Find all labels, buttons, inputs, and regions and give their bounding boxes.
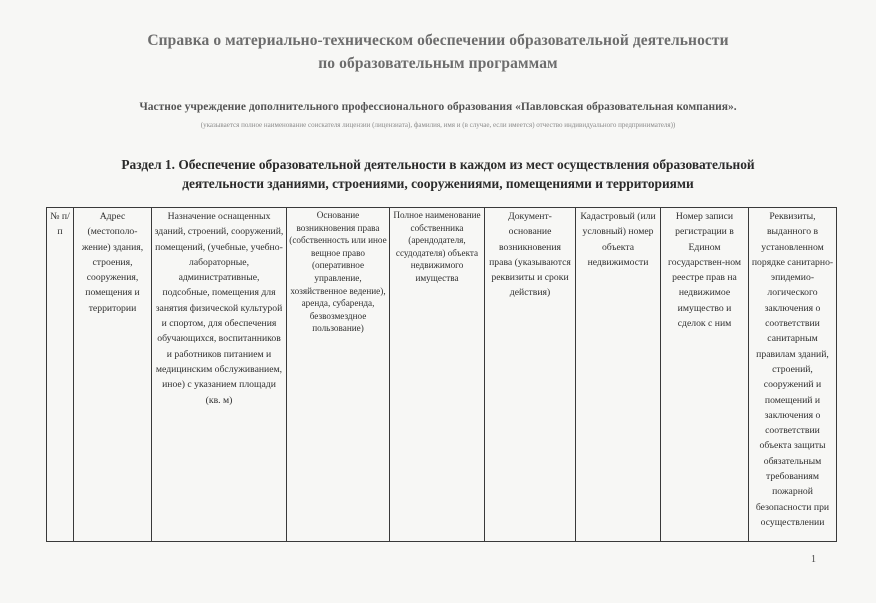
- header-cell-owner-name: Полное наименование собственника (арендодателя, ссудодателя) объекта недвижимого имущества: [390, 208, 485, 542]
- facilities-table: [46, 207, 837, 542]
- table-header-row: [47, 208, 837, 542]
- organization-name: Частное учреждение дополнительного профессионального образования «Павловская образовательная компания».: [139, 101, 737, 113]
- header-cell-cadastral-number: Кадастровый (или условный) номер объекта недвижимости: [576, 208, 661, 542]
- header-cell-sanitary-requisites: Реквизиты, выданного в установленном порядке санитарно-эпидемио-логического заключения о соответствии санитарным правилам зданий, строений, сооружений и помещений и заключения о соответствии объекта защиты обязательным требованиям пожарной безопасности при осуществлении: [749, 208, 837, 542]
- header-cell-number: № п/п: [47, 208, 74, 542]
- organization-hint: (указывается полное наименование соискателя лицензии (лицензиата), фамилия, имя и (в случае, если имеется) отчество индивидуального предпринимателя)): [200, 121, 676, 129]
- header-cell-address: Адрес (местополо-жение) здания, строения, сооружения, помещения и территории: [74, 208, 152, 542]
- document-title-line-1: Справка о материально-техническом обеспечении образовательной деятельности: [147, 32, 729, 49]
- header-cell-document-basis: Документ-основание возникновения права (указываются реквизиты и сроки действия): [485, 208, 576, 542]
- header-cell-right-basis: Основание возникновения права (собственность или иное вещное право (оперативное управление, хозяйственное ведение), аренда, субаренда, безвозмездное пользование): [287, 208, 390, 542]
- header-cell-registration-number: Номер записи регистрации в Едином государствен-ном реестре прав на недвижимое имущество и сделок с ним: [661, 208, 749, 542]
- page-number: 1: [811, 554, 816, 565]
- section-title-line-2: деятельности зданиями, строениями, сооружениями, помещениями и территориями: [182, 176, 694, 191]
- section-title-line-1: Раздел 1. Обеспечение образовательной деятельности в каждом из мест осуществления образовательной: [121, 157, 755, 172]
- header-cell-purpose: Назначение оснащенных зданий, строений, сооружений, помещений, (учебные, учебно-лабораторные, административные, подсобные, помещения для занятия физической культурой и спортом, для обеспечения обучающихся, воспитанников и работников питанием и медицинским обслуживанием, иное) с указанием площади (кв. м): [152, 208, 287, 542]
- document-title-line-2: по образовательным программам: [318, 55, 558, 72]
